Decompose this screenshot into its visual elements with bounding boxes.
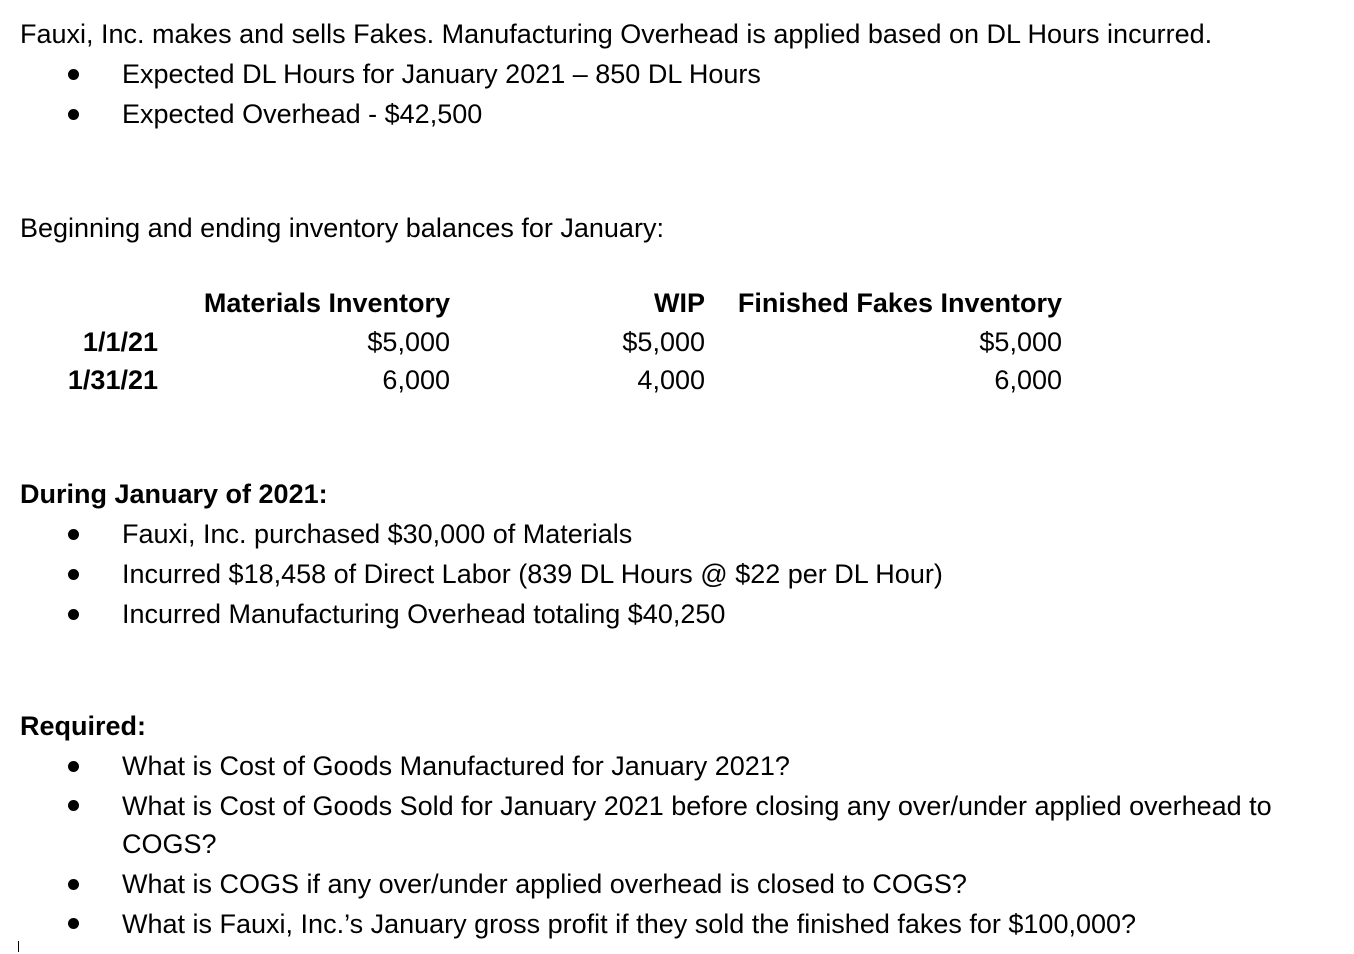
row-date-ending: 1/31/21 — [67, 365, 158, 395]
required-question-adjusted-cogs: What is COGS if any over/under applied overhead is closed to COGS? — [122, 869, 967, 899]
intro-paragraph: Fauxi, Inc. makes and sells Fakes. Manufacturing Overhead is applied based on DL Hours incurred. — [20, 19, 1213, 49]
inventory-heading: Beginning and ending inventory balances for January: — [20, 213, 664, 243]
row-date-beginning: 1/1/21 — [82, 327, 158, 357]
cell-finished-beginning: $5,000 — [979, 327, 1062, 357]
column-header-wip: WIP — [654, 288, 705, 318]
column-header-finished-fakes-inventory: Finished Fakes Inventory — [737, 288, 1062, 318]
text-cursor — [18, 941, 19, 952]
during-bullet-materials-purchased: Fauxi, Inc. purchased $30,000 of Materials — [122, 519, 633, 549]
required-question-cogs-line1: What is Cost of Goods Sold for January 2021 before closing any over/under applied overhead to — [122, 791, 1272, 821]
bullet-icon — [68, 800, 79, 811]
column-header-materials-inventory: Materials Inventory — [203, 288, 450, 318]
bullet-icon — [68, 879, 79, 890]
cell-materials-ending: 6,000 — [382, 365, 450, 395]
cell-wip-beginning: $5,000 — [622, 327, 705, 357]
bullet-icon — [68, 529, 79, 540]
bullet-icon — [68, 761, 79, 772]
required-question-gross-profit: What is Fauxi, Inc.’s January gross profit if they sold the finished fakes for $100,000? — [122, 909, 1137, 939]
intro-bullet-expected-overhead: Expected Overhead - $42,500 — [122, 99, 483, 129]
required-question-cogm: What is Cost of Goods Manufactured for January 2021? — [122, 751, 790, 781]
bullet-icon — [68, 918, 79, 929]
bullet-icon — [68, 109, 79, 120]
intro-bullet-expected-dl-hours: Expected DL Hours for January 2021 – 850 DL Hours — [122, 59, 761, 89]
bullet-icon — [68, 69, 79, 80]
during-heading: During January of 2021: — [20, 479, 328, 509]
cell-materials-beginning: $5,000 — [367, 327, 450, 357]
cell-wip-ending: 4,000 — [637, 365, 705, 395]
during-bullet-overhead-incurred: Incurred Manufacturing Overhead totaling $40,250 — [122, 599, 726, 629]
required-heading: Required: — [20, 711, 147, 741]
bullet-icon — [68, 569, 79, 580]
cell-finished-ending: 6,000 — [994, 365, 1062, 395]
bullet-icon — [68, 609, 79, 620]
during-bullet-direct-labor: Incurred $18,458 of Direct Labor (839 DL Hours @ $22 per DL Hour) — [122, 559, 943, 589]
required-question-cogs-line2: COGS? — [122, 829, 217, 859]
